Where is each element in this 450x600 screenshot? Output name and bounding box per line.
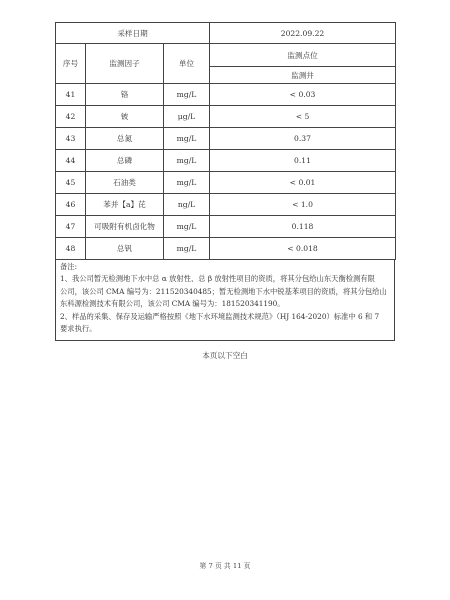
row-factor: 苯并【a】芘: [86, 194, 164, 216]
header-point-group: 监测点位: [210, 44, 396, 67]
table-row: [56, 128, 396, 150]
header-point: 监测井: [210, 67, 396, 84]
row-value: < 5: [210, 106, 396, 128]
blank-below-note: 本页以下空白: [202, 351, 248, 360]
row-unit: mg/L: [164, 150, 210, 172]
table-row: [56, 150, 396, 172]
row-unit: mg/L: [164, 216, 210, 238]
row-factor: 石油类: [86, 172, 164, 194]
row-number: 43: [56, 128, 86, 150]
table-row: [56, 216, 396, 238]
header-unit: 单位: [164, 44, 210, 84]
row-factor: 铍: [86, 106, 164, 128]
row-number: 48: [56, 238, 86, 260]
remarks-line: 1、我公司暂无检测地下水中总 α 放射性、总 β 放射性项目的资质，将其分包给山东天衡检测有限: [60, 274, 375, 284]
row-unit: mg/L: [164, 84, 210, 106]
table-row: [56, 238, 396, 260]
row-value: < 0.03: [210, 84, 396, 106]
row-number: 44: [56, 150, 86, 172]
page-number-footer: 第 7 页 共 11 页: [199, 562, 251, 570]
sampling-date-row: [56, 23, 396, 44]
row-value: < 1.0: [210, 194, 396, 216]
header-row: [56, 44, 396, 67]
row-number: 47: [56, 216, 86, 238]
row-number: 41: [56, 84, 86, 106]
remarks-line: 东科源检测技术有限公司，该公司 CMA 编号为：181520341190。: [60, 299, 285, 309]
remarks-title: 备注:: [60, 262, 78, 271]
row-number: 45: [56, 172, 86, 194]
row-value: < 0.01: [210, 172, 396, 194]
row-value: 0.37: [210, 128, 396, 150]
row-factor: 总钒: [86, 238, 164, 260]
table-row: [56, 106, 396, 128]
row-value: 0.118: [210, 216, 396, 238]
remarks-line: 要求执行。: [60, 324, 97, 334]
row-factor: 铬: [86, 84, 164, 106]
sampling-date-label: 采样日期: [56, 23, 210, 44]
row-factor: 可吸附有机卤化物: [86, 216, 164, 238]
table-row: [56, 194, 396, 216]
table-row: [56, 84, 396, 106]
row-unit: mg/L: [164, 238, 210, 260]
row-unit: mg/L: [164, 128, 210, 150]
row-factor: 总磷: [86, 150, 164, 172]
remarks-box: [55, 259, 395, 341]
header-factor: 监测因子: [86, 44, 164, 84]
row-unit: ng/L: [164, 194, 210, 216]
row-unit: mg/L: [164, 172, 210, 194]
header-no: 序号: [56, 44, 86, 84]
sampling-date-value: 2022.09.22: [210, 23, 396, 44]
row-factor: 总氮: [86, 128, 164, 150]
row-number: 46: [56, 194, 86, 216]
table-row: [56, 172, 396, 194]
row-value: 0.11: [210, 150, 396, 172]
remarks-line: 2、样品的采集、保存及运输严格按照《地下水环境监测技术规范》（HJ 164-2020）标准中 6 和 7: [60, 311, 380, 321]
row-number: 42: [56, 106, 86, 128]
row-value: < 0.018: [210, 238, 396, 260]
monitoring-results-table: [55, 22, 396, 260]
remarks-line: 公司，该公司 CMA 编号为：211520340485；暂无检测地下水中锐基苯项目的资质，将其分包给山: [60, 286, 387, 296]
row-unit: μg/L: [164, 106, 210, 128]
